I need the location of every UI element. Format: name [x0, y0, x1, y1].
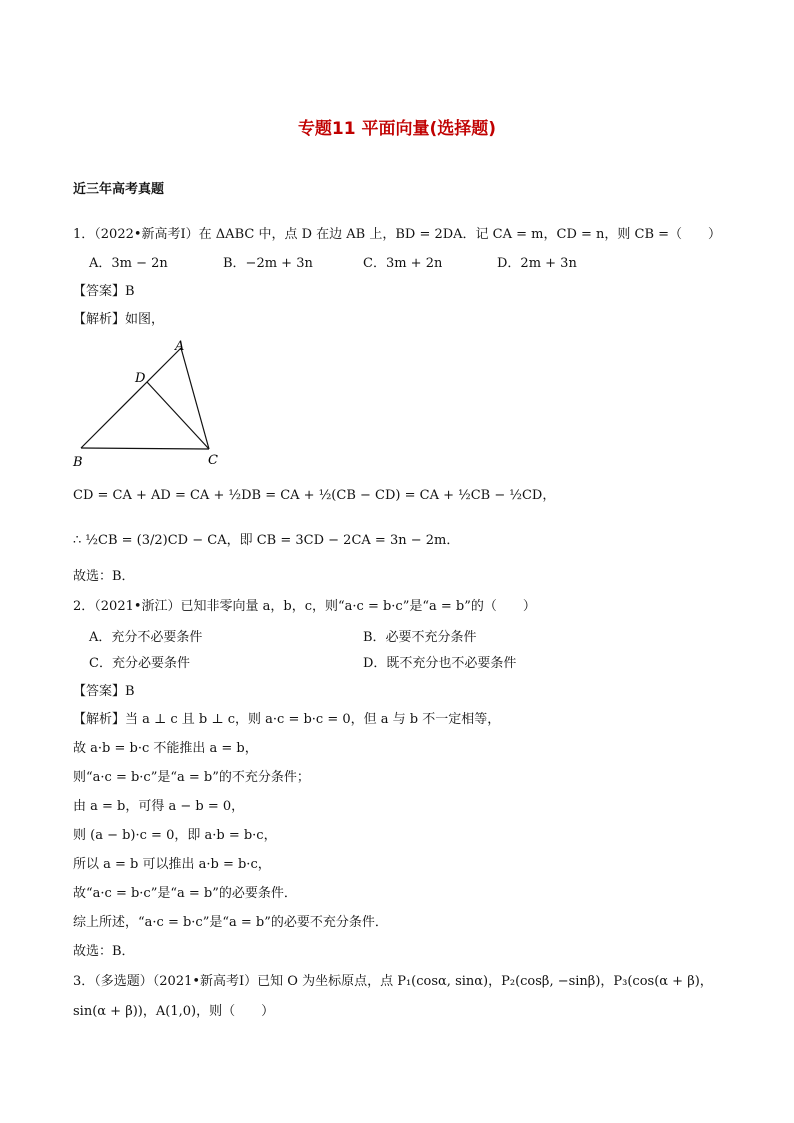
- q2-analysis-line: 所以 a = b 可以推出 a·b = b·c，: [73, 857, 271, 872]
- q2-option-d: D．既不充分也不必要条件: [363, 656, 517, 671]
- q2-analysis-line: 则“a·c = b·c”是“a = b”的不充分条件；: [73, 770, 310, 785]
- q2-option-b: B．必要不充分条件: [363, 630, 477, 645]
- q2-analysis-line: 【解析】当 a ⊥ c 且 b ⊥ c，则 a·c = b·c = 0，但 a 与 b 不一定相等，: [73, 712, 501, 727]
- q1-answer: 【答案】B: [73, 284, 135, 299]
- q2-stem: 2．（2021•浙江）已知非零向量 a，b，c，则“a·c = b·c”是“a = b”的（ ）: [73, 599, 536, 614]
- q3-stem-line-2: sin(α + β))，A(1,0)，则（ ）: [73, 1004, 275, 1019]
- q2-option-c: C．充分必要条件: [89, 656, 190, 671]
- q1-option-c: C．3m + 2n: [363, 256, 443, 271]
- q1-step-1: CD = CA + AD = CA + ½DB = CA + ½(CB − CD) = CA + ½CB − ½CD，: [73, 488, 556, 503]
- q2-answer: 【答案】B: [73, 684, 135, 699]
- q2-conclusion: 故选：B．: [73, 944, 135, 959]
- q1-option-b: B．−2m + 3n: [223, 256, 313, 271]
- q1-option-a: A．3m − 2n: [89, 256, 168, 271]
- q2-analysis-line: 故“a·c = b·c”是“a = b”的必要条件．: [73, 886, 297, 901]
- q1-option-d: D．2m + 3n: [497, 256, 577, 271]
- q1-conclusion: 故选：B．: [73, 569, 135, 584]
- q3-stem-line-1: 3．（多选题）（2021•新高考Ⅰ）已知 O 为坐标原点，点 P₁(cosα, sinα)，P₂(cosβ, −sinβ)，P₃(cos(α + β)，: [73, 974, 713, 989]
- q2-analysis-line: 则 (a − b)·c = 0，即 a·b = b·c，: [73, 828, 277, 843]
- label-c: C: [208, 453, 218, 468]
- q2-analysis-line: 故 a·b = b·c 不能推出 a = b，: [73, 741, 258, 756]
- page-title: 专题11 平面向量(选择题): [297, 119, 497, 139]
- q2-analysis-line: 综上所述，“a·c = b·c”是“a = b”的必要不充分条件．: [73, 915, 388, 930]
- label-a: A: [175, 339, 185, 354]
- q1-step-2: ∴ ½CB = (3/2)CD − CA，即 CB = 3CD − 2CA = 3n − 2m．: [73, 533, 460, 548]
- q2-analysis-line: 由 a = b，可得 a − b = 0，: [73, 799, 245, 814]
- q2-option-a: A．充分不必要条件: [89, 630, 203, 645]
- label-d: D: [135, 371, 146, 386]
- label-b: B: [73, 455, 83, 470]
- q1-analysis-intro: 【解析】如图，: [73, 312, 165, 327]
- triangle-figure: [70, 336, 230, 470]
- q1-stem: 1．（2022•新高考Ⅰ）在 ΔABC 中，点 D 在边 AB 上，BD = 2DA．记 CA = m，CD = n，则 CB =（ ）: [73, 227, 722, 242]
- section-heading: 近三年高考真题: [73, 182, 165, 197]
